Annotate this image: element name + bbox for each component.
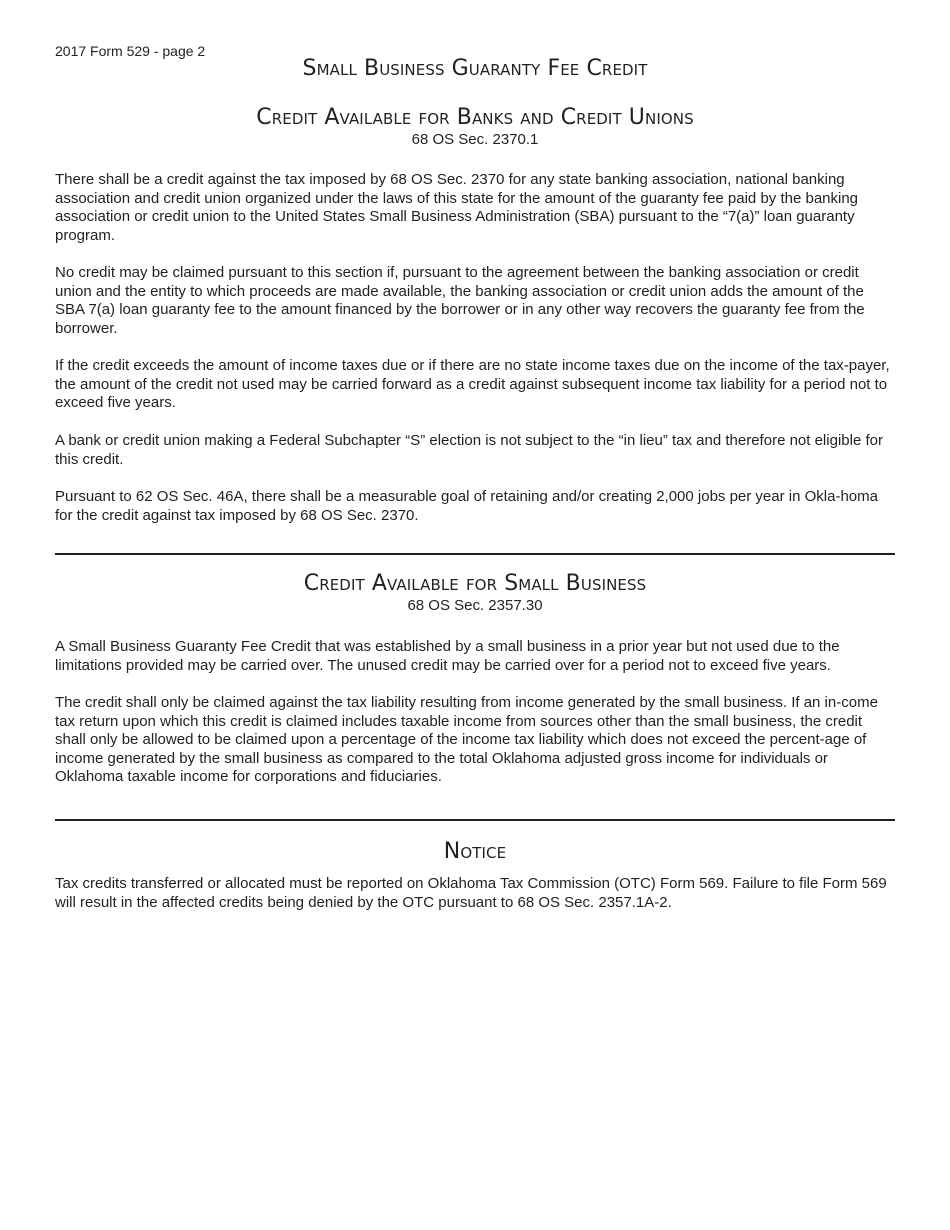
banks-paragraph: No credit may be claimed pursuant to this section if, pursuant to the agreement between the banking association or credit union and the entity to which proceeds are made available, the banking association or credit union adds the amount of the SBA 7(a) loan guaranty fee to the amount financed by the borrower or in any other way recovers the guaranty fee from the borrower. [55,264,865,337]
small-business-paragraph-2-block [55,694,895,787]
notice-paragraph: Tax credits transferred or allocated must be reported on Oklahoma Tax Commission (OTC) Form 569. Failure to file Form 569 will result in the affected credits being denied by the OTC pursuant to 68 OS Sec. 2357.1A-2. [55,875,887,911]
small-business-paragraph-1-block [55,638,895,675]
notice-title: Notice [443,839,507,864]
small-business-section-title: Credit Available for Small Business [303,571,647,596]
banks-paragraph: If the credit exceeds the amount of income taxes due or if there are no state income taxes due on the income of the tax-payer, the amount of the credit not used may be carried forward as a credit against subsequent income tax liability for a period not to exceed five years. [55,357,890,412]
notice-paragraph-block [55,875,895,912]
banks-section-title: Credit Available for Banks and Credit Unions [256,105,694,130]
banks-paragraph-2-block [55,264,895,338]
banks-paragraph-4-block [55,432,895,469]
banks-paragraph-1-block [55,171,895,245]
section-divider [55,819,895,821]
banks-paragraph-3-block [55,357,895,413]
banks-section-citation: 68 OS Sec. 2370.1 [411,131,539,148]
banks-section-heading [55,105,895,149]
small-business-paragraph: The credit shall only be claimed against the tax liability resulting from income generated by the small business. If an in-come tax return upon which this credit is claimed includes taxable income from sources other than the small business, the credit shall only be allowed to be claimed upon a percentage of the income tax liability which does not exceed the percent-age of income generated by the small business as compared to the total Oklahoma adjusted gross income for individuals or Oklahoma taxable income for corporations and fiduciaries. [55,694,878,786]
banks-paragraph: There shall be a credit against the tax imposed by 68 OS Sec. 2370 for any state banking association, national banking association and credit union organized under the laws of this state for the amount of the guaranty fee paid by the banking association or credit union to the United States Small Business Administration (SBA) pursuant to the “7(a)” loan guaranty program. [55,171,859,244]
banks-paragraph: A bank or credit union making a Federal Subchapter “S” election is not subject to the “in lieu” tax and therefore not eligible for this credit. [55,432,883,468]
small-business-paragraph: A Small Business Guaranty Fee Credit that was established by a small business in a prior year but not used due to the limitations provided may be carried over. The unused credit may be carried over for a period not to exceed five years. [55,638,840,674]
main-title-block [55,56,895,82]
notice-section-heading [55,839,895,865]
small-business-section-citation: 68 OS Sec. 2357.30 [407,597,543,614]
page-label: 2017 Form 529 - page 2 [55,43,206,59]
banks-paragraph: Pursuant to 62 OS Sec. 46A, there shall be a measurable goal of retaining and/or creating 2,000 jobs per year in Okla-homa for the credit against tax imposed by 68 OS Sec. 2370. [55,488,878,524]
main-title: Small Business Guaranty Fee Credit [302,56,648,81]
banks-paragraph-5-block [55,488,895,525]
small-business-section-heading [55,571,895,615]
section-divider [55,553,895,555]
